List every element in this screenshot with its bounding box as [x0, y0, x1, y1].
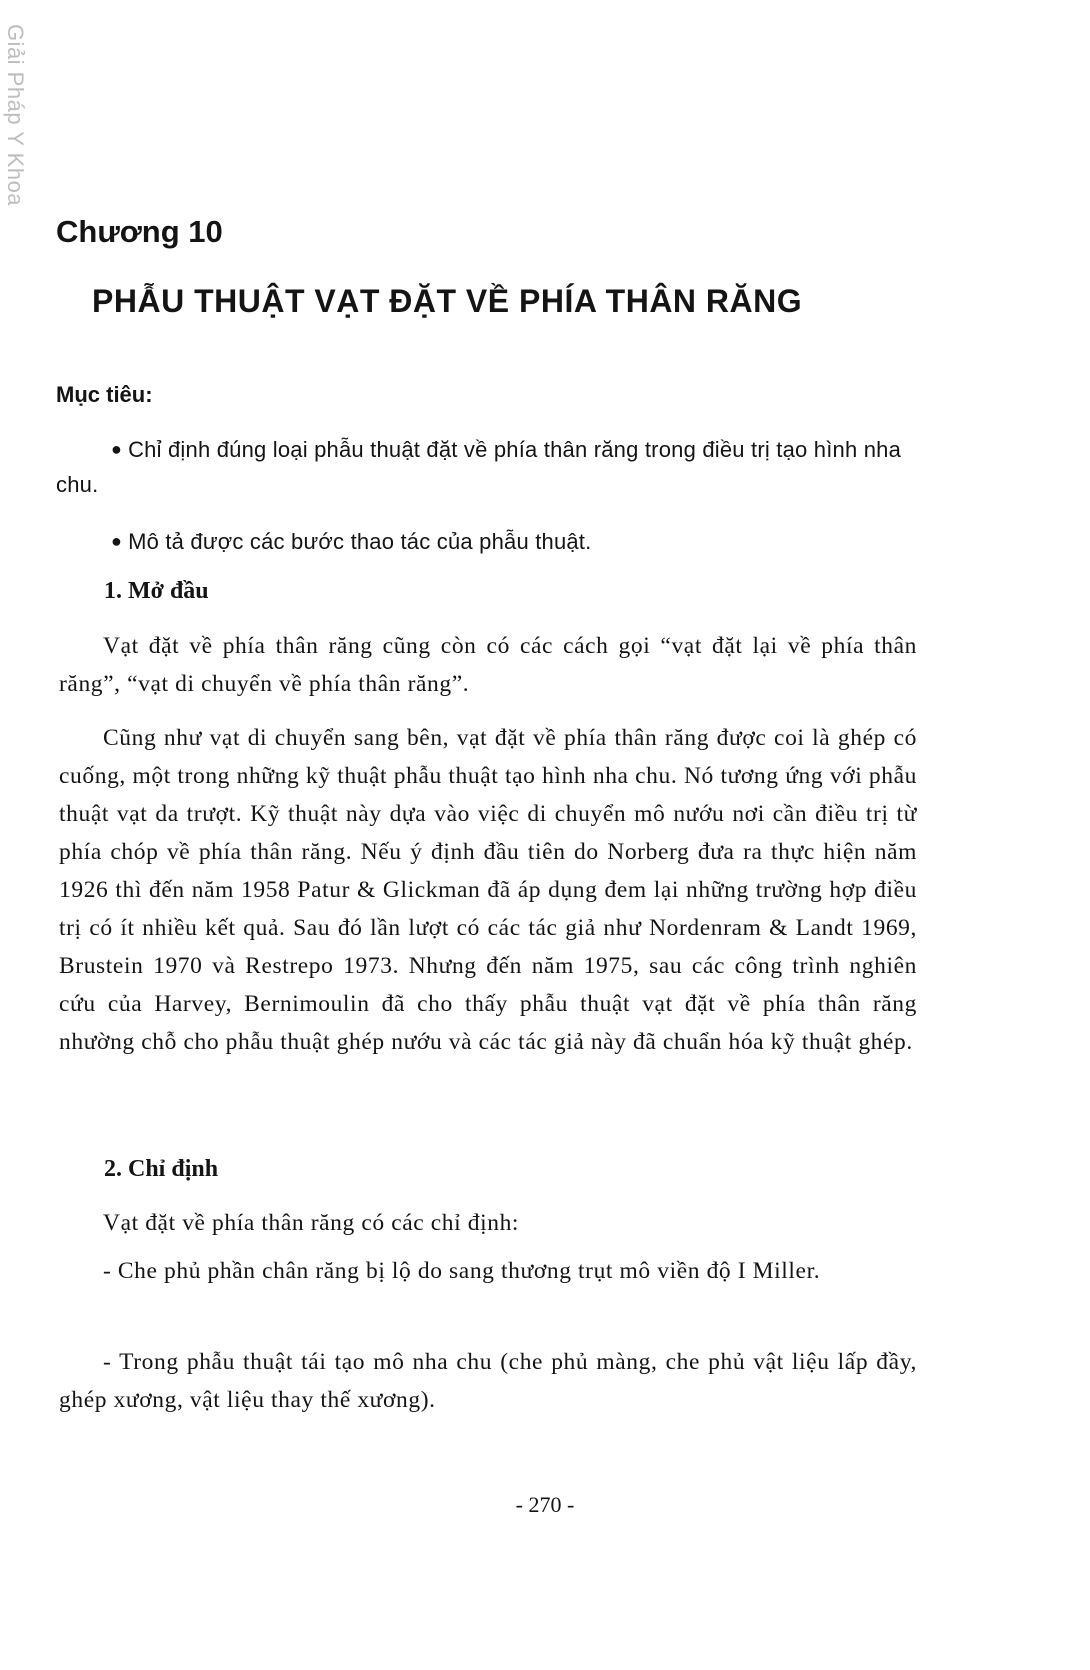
bullet-icon: ●: [111, 531, 123, 551]
chapter-title: PHẪU THUẬT VẠT ĐẶT VỀ PHÍA THÂN RĂNG: [92, 283, 803, 319]
paragraph: Vạt đặt về phía thân răng cũng còn có các cách gọi “vạt đặt lại về phía thân răng”, “vạt di chuyển về phía thân răng”.: [59, 633, 917, 697]
objective-text: Chỉ định đúng loại phẫu thuật đặt về phía thân răng trong điều trị tạo hình nha chu.: [56, 437, 901, 498]
objective-item: [56, 524, 916, 559]
watermark: [0, 10, 30, 220]
paragraph: Vạt đặt về phía thân răng có các chỉ định:: [103, 1210, 520, 1236]
list-item: - Trong phẫu thuật tái tạo mô nha chu (che phủ màng, che phủ vật liệu lấp đầy, ghép xương, vật liệu thay thế xương).: [59, 1349, 917, 1413]
objectives-heading: Mục tiêu:: [56, 382, 153, 407]
objective-text: Mô tả được các bước thao tác của phẫu thuật.: [128, 529, 592, 554]
paragraph: Cũng như vạt di chuyển sang bên, vạt đặt về phía thân răng được coi là ghép có cuống, một trong những kỹ thuật phẫu thuật tạo hình nha chu. Nó tương ứng với phẫu thuật vạt da trượt. Kỹ thuật này dựa vào việc di chuyển mô nướu nơi cần điều trị từ phía chóp về phía thân răng. Nếu ý định đầu tiên do Norberg đưa ra thực hiện năm 1926 thì đến năm 1958 Patur & Glickman đã áp dụng đem lại những trường hợp điều trị có ít nhiều kết quả. Sau đó lần lượt có các tác giả như Nordenram & Landt 1969, Brustein 1970 và Restrepo 1973. Nhưng đến năm 1975, sau các công trình nghiên cứu của Harvey, Bernimoulin đã cho thấy phẫu thuật vạt đặt về phía thân răng nhường chỗ cho phẫu thuật ghép nướu và các tác giả này đã chuẩn hóa kỹ thuật ghép.: [59, 725, 917, 1055]
list-item: - Che phủ phần chân răng bị lộ do sang thương trụt mô viền độ I Miller.: [103, 1258, 821, 1284]
chapter-label: Chương 10: [56, 214, 223, 249]
page-number: - 270 -: [515, 1492, 575, 1517]
bullet-icon: ●: [111, 439, 123, 459]
watermark-text: Giải Pháp Y Khoa: [3, 23, 29, 207]
objective-item: [56, 432, 916, 502]
section-heading: 1. Mở đầu: [104, 578, 209, 604]
section-heading: 2. Chỉ định: [104, 1156, 219, 1182]
